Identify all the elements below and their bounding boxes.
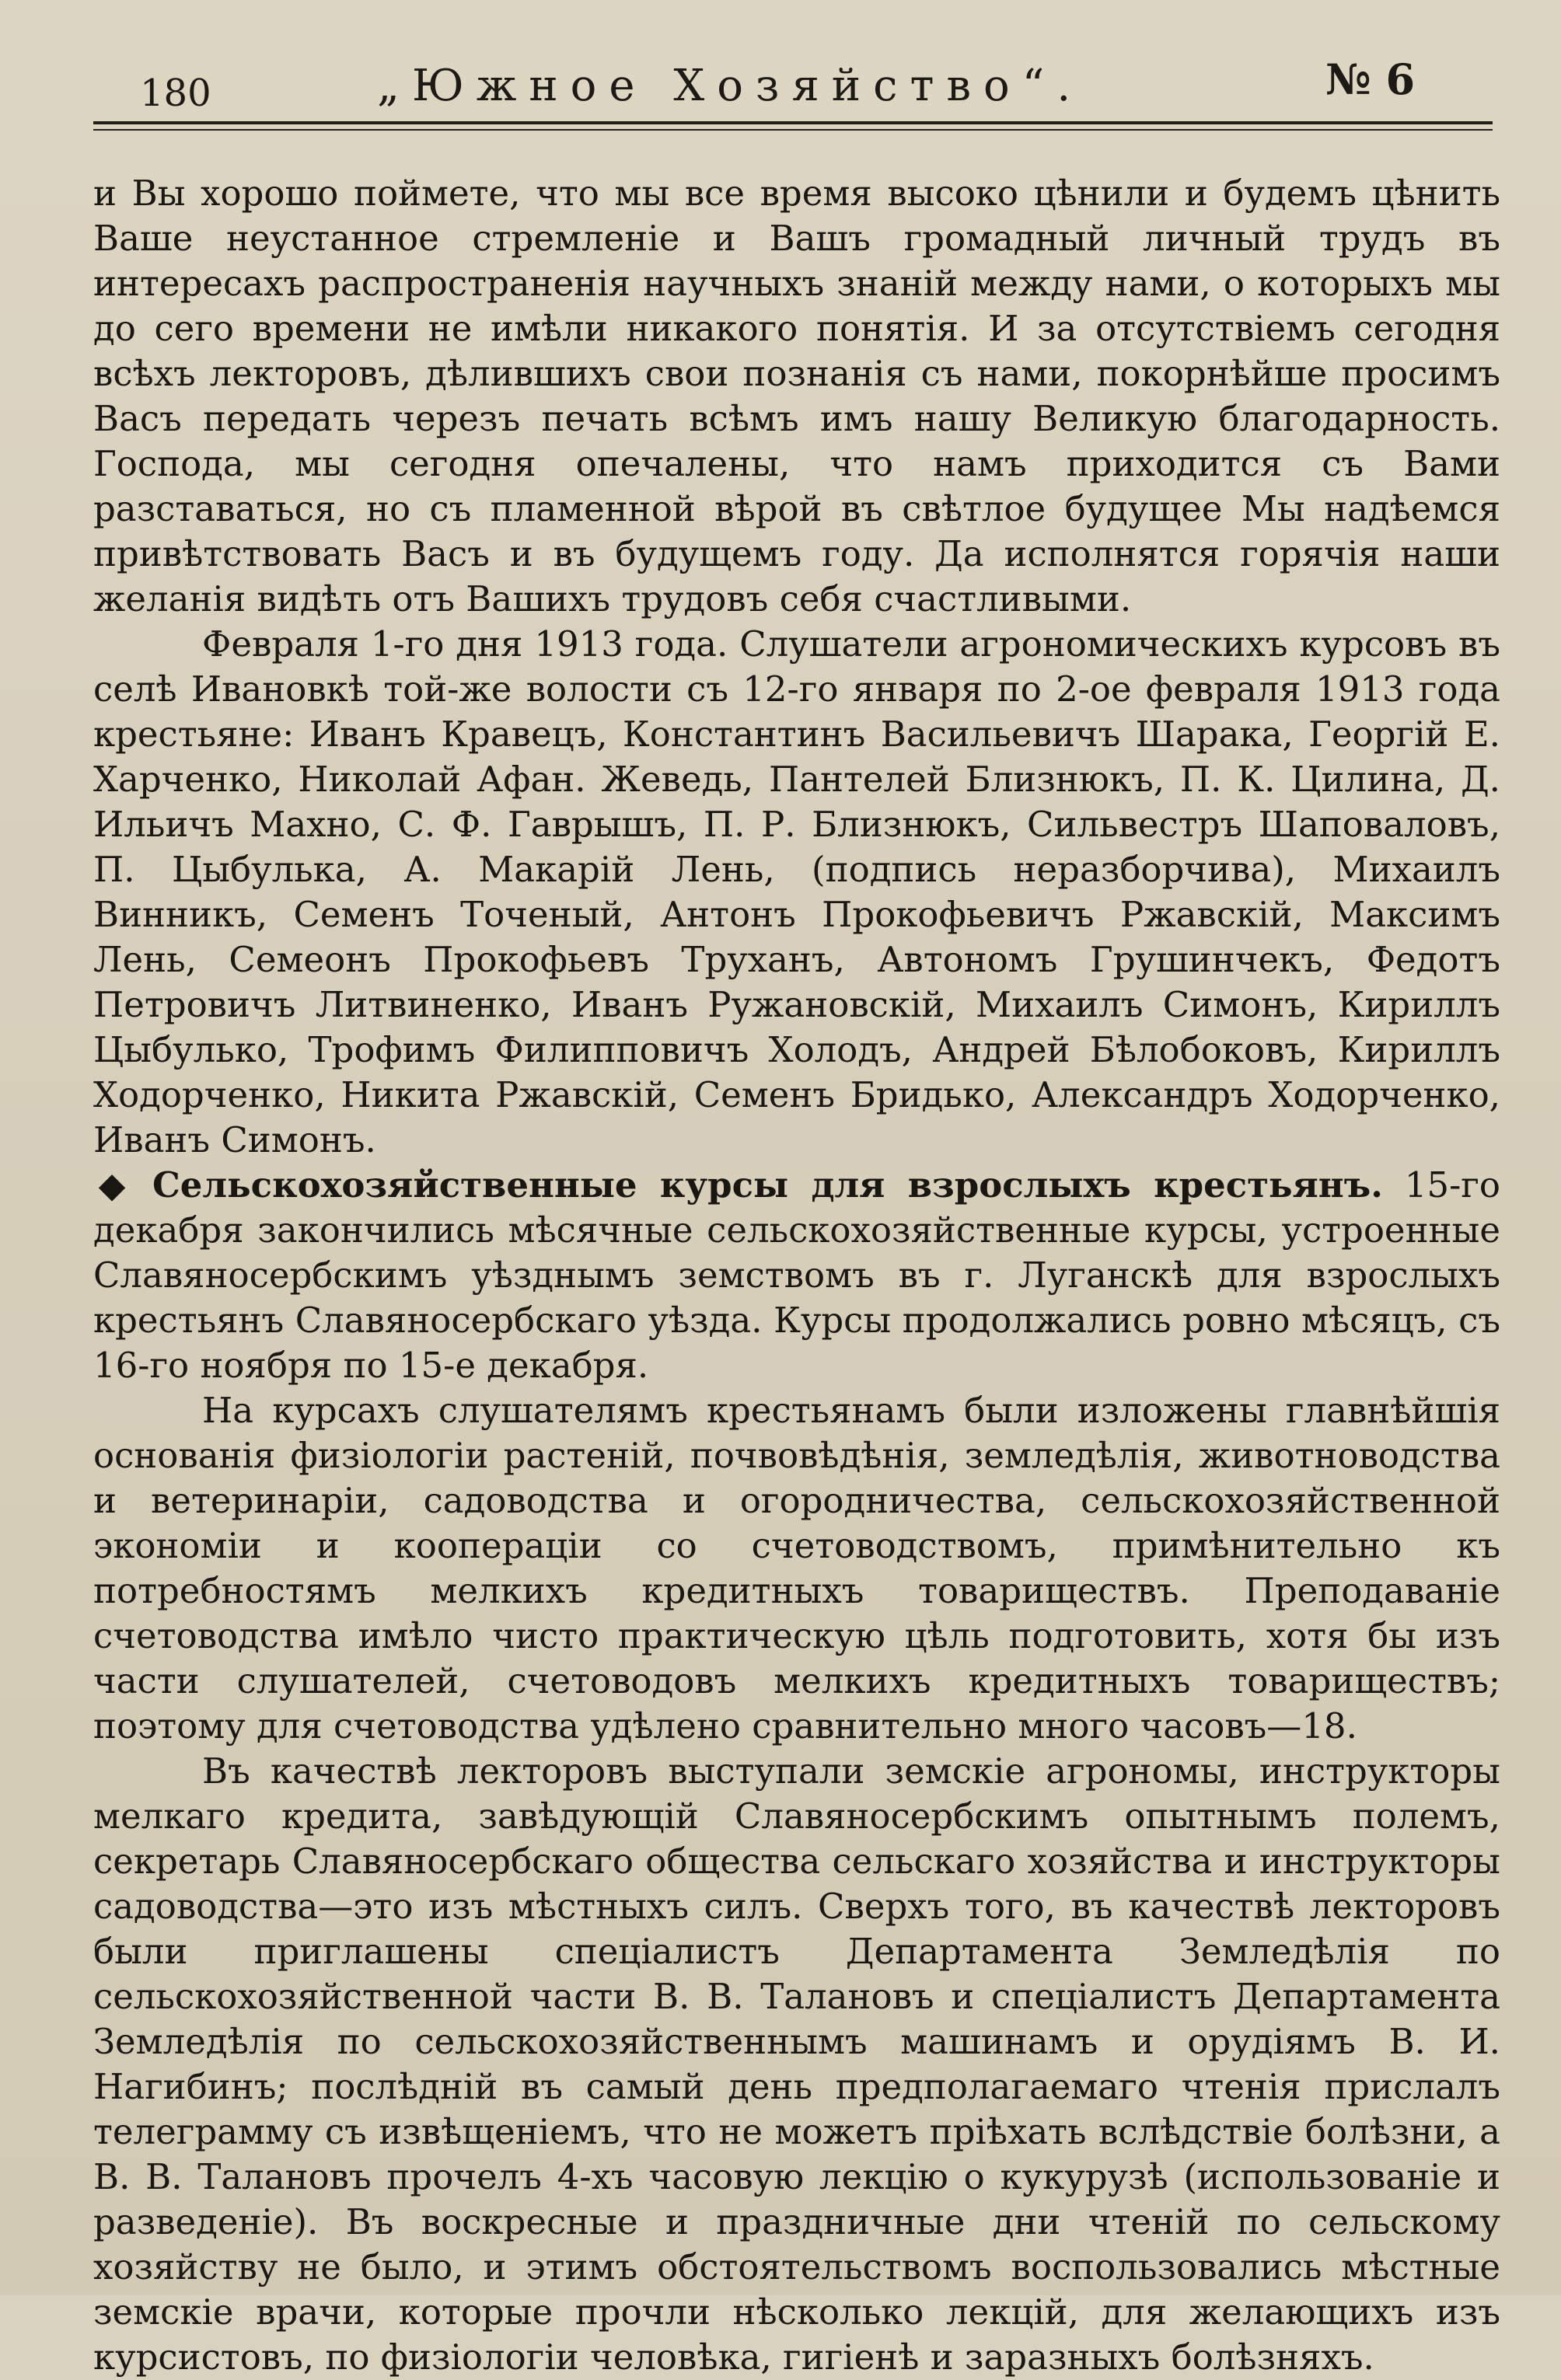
paragraph-signatories: Февраля 1-го дня 1913 года. Слушатели агрономическихъ курсовъ въ селѣ Ивановкѣ той-же волости съ 12-го января по 2-ое февраля 1913 года крестьяне: Иванъ Кравецъ, Константинъ Васильевичъ Шарака, Георгій Е. Харченко, Николай Афан. Жеведь, Пантелей Близнюкъ, П. К. Цилина, Д. Ильичъ Махно, С. Ф. Гаврышъ, П. Р. Близнюкъ, Сильвестръ Шаповаловъ, П. Цыбулька, А. Макарій Лень, (подпись неразборчива), Михаилъ Винникъ, Семенъ Точеный, Антонъ Прокофьевичъ Ржавскій, Максимъ Лень, Семеонъ Прокофьевъ Труханъ, Автономъ Грушинчекъ, Федотъ Петровичъ Литвиненко, Иванъ Ружановскій, Михаилъ Симонъ, Кириллъ Цыбулько, Трофимъ Филипповичъ Холодъ, Андрей Бѣлобоковъ, Кириллъ Ходорченко, Никита Ржавскій, Семенъ Бридько, Александръ Ходорченко, Иванъ Симонъ. bbox=[93, 623, 1500, 1160]
journal-title: „Южное Хозяйство“. bbox=[377, 61, 1084, 111]
paragraph-courses-intro-text: 15-го декабря закончились мѣсячные сельскохозяйственные курсы, устроенные Славяносербскимъ уѣзднымъ земствомъ въ г. Луганскѣ для взрослыхъ крестьянъ Славяносербскаго уѣзда. Курсы продолжались ровно мѣсяцъ, съ 16-го ноября по 15-е декабря. bbox=[93, 1164, 1500, 1386]
page-number: 180 bbox=[140, 72, 211, 115]
paragraph-courses-intro bbox=[93, 1163, 1500, 1388]
page-header bbox=[93, 45, 1493, 123]
paragraph-lecturers: Въ качествѣ лекторовъ выступали земскіе агрономы, инструкторы мелкаго кредита, завѣдующій Славяносербскимъ опытнымъ полемъ, секретарь Славяносербскаго общества сельскаго хозяйства и инструкторы садоводства—это изъ мѣстныхъ силъ. Сверхъ того, въ качествѣ лекторовъ были приглашены спеціалистъ Департамента Земледѣлія по сельскохозяйственной части В. В. Талановъ и спеціалистъ Департамента Земледѣлія по сельскохозяйственнымъ машинамъ и орудіямъ В. И. Нагибинъ; послѣдній въ самый день предполагаемаго чтенія прислалъ телеграмму съ извѣщеніемъ, что не можетъ пріѣхать вслѣдствіе болѣзни, а В. В. Талановъ прочелъ 4-хъ часовую лекцію о кукурузѣ (использованіе и разведеніе). Въ воскресные и праздничные дни чтеній по сельскому хозяйству не было, и этимъ обстоятельствомъ воспользовались мѣстные земскіе врачи, которые прочли нѣсколько лекцій, для желающихъ изъ курсистовъ, по физіологіи человѣка, гигіенѣ и заразныхъ болѣзняхъ. bbox=[93, 1750, 1500, 2378]
header-rule-thin bbox=[93, 129, 1493, 131]
paragraph-letter-ending: и Вы хорошо поймете, что мы все время высоко цѣнили и будемъ цѣнить Ваше неустанное стремленіе и Вашъ громадный личный трудъ въ интересахъ распространенія научныхъ знаній между нами, о которыхъ мы до сего времени не имѣли никакого понятія. И за отсутствіемъ сегодня всѣхъ лекторовъ, дѣлившихъ свои познанія съ нами, покорнѣйше просимъ Васъ передать черезъ печать всѣмъ имъ нашу Великую благодарность. Господа, мы сегодня опечалены, что намъ приходится съ Вами разставаться, но съ пламенной вѣрой въ свѣтлое будущее Мы надѣемся привѣтствовать Васъ и въ будущемъ году. Да исполнятся горячія наши желанія видѣть отъ Вашихъ трудовъ себя счастливыми. bbox=[93, 173, 1500, 619]
section-bullet-icon: ◆ bbox=[98, 1164, 126, 1206]
paragraph-course-subjects: На курсахъ слушателямъ крестьянамъ были изложены главнѣйшія основанія физіологіи растеній, почвовѣдѣнія, земледѣлія, животноводства и ветеринаріи, садоводства и огородничества, сельскохозяйственной экономіи и коопераціи со счетоводствомъ, примѣнительно къ потребностямъ мелкихъ кредитныхъ товариществъ. Преподаваніе счетоводства имѣло чисто практическую цѣль подготовить, хотя бы изъ части слушателей, счетоводовъ мелкихъ кредитныхъ товариществъ; поэтому для счетоводства удѣлено сравнительно много часовъ—18. bbox=[93, 1390, 1500, 1747]
section-title: Сельскохозяйственные курсы для взрослыхъ крестьянъ. bbox=[152, 1164, 1383, 1206]
issue-number: № 6 bbox=[1325, 54, 1416, 104]
header-rule bbox=[93, 121, 1493, 124]
article-body bbox=[93, 171, 1500, 2378]
